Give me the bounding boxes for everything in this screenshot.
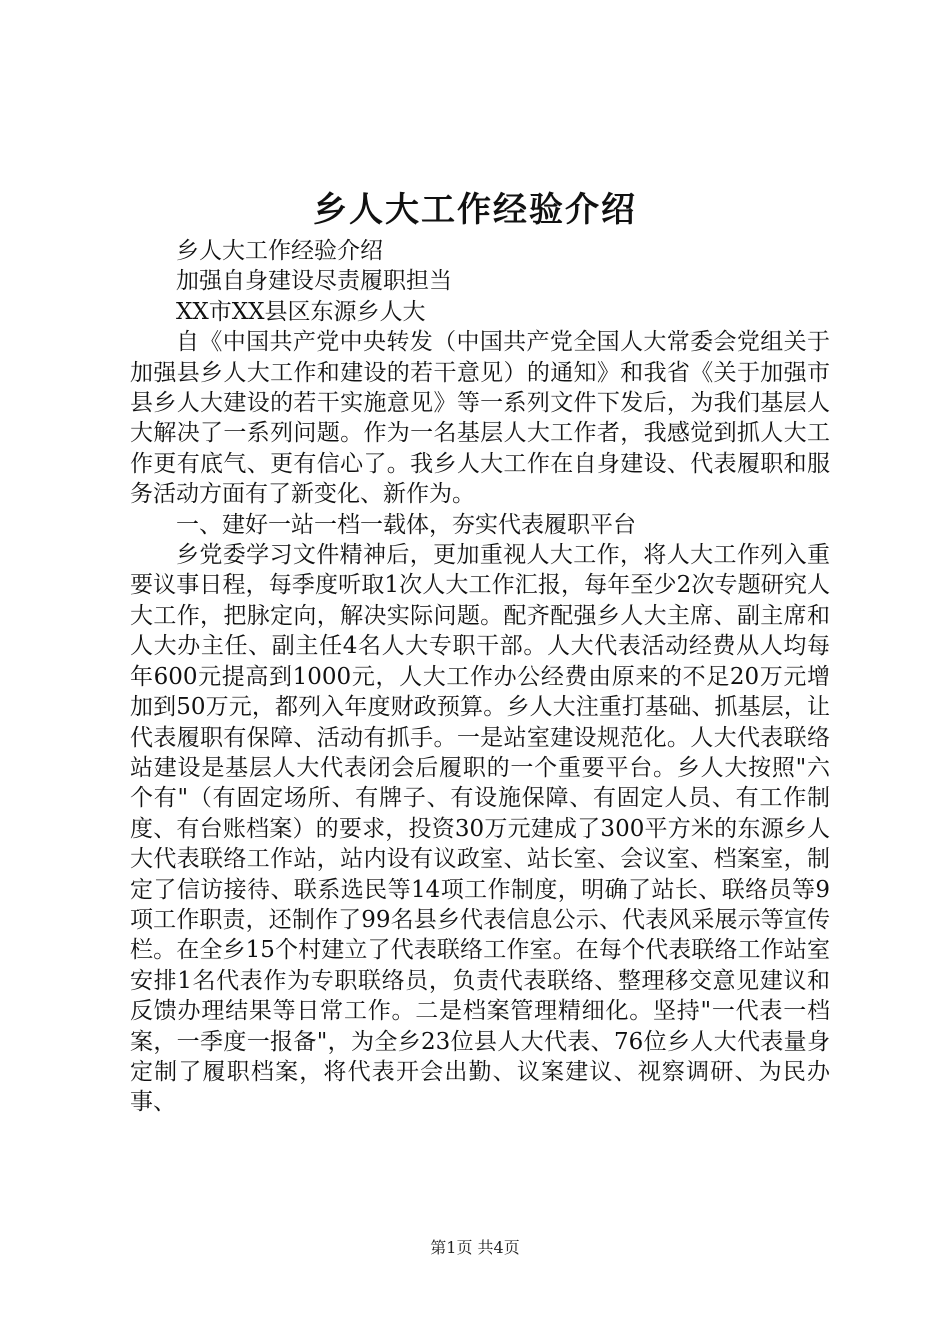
subtitle-paragraph: 乡人大工作经验介绍 (176, 238, 383, 264)
intro-paragraph: 自《中国共产党中央转发（中国共产党全国人大常委会党组关于加强县乡人大工作和建设的若干意见）的通知》和我省《关于加强市县乡人大建设的若干实施意见》等一系列文件下发后，为我们基层人大解决了一系列问题。作为一名基层人大工作者，我感觉到抓人大工作更有底气、更有信心了。我乡人大工作在自身建设、代表履职和服务活动方面有了新变化、新作为。 (130, 329, 830, 508)
document-title: 乡人大工作经验介绍 (313, 190, 637, 230)
author-paragraph: XX市XX县区东源乡人大 (176, 298, 426, 325)
page-footer: 第1页 共4页 (430, 1238, 520, 1257)
section-heading: 一、建好一站一档一载体，夯实代表履职平台 (176, 511, 636, 538)
theme-paragraph: 加强自身建设尽责履职担当 (176, 268, 452, 295)
document-body (130, 236, 830, 1118)
section-paragraph: 乡党委学习文件精神后，更加重视人大工作，将人大工作列入重要议事日程，每季度听取1次人大工作汇报，每年至少2次专题研究人大工作，把脉定向，解决实际问题。配齐配强乡人大主席、副主席和人大办主任、副主任4名人大专职干部。人大代表活动经费从人均每年600元提高到1000元，人大工作办公经费由原来的不足20万元增加到50万元，都列入年度财政预算。乡人大注重打基础、抓基层，让代表履职有保障、活动有抓手。一是站室建设规范化。人大代表联络站建设是基层人大代表闭会后履职的一个重要平台。乡人大按照"六个有"（有固定场所、有牌子、有设施保障、有固定人员、有工作制度、有台账档案）的要求，投资30万元建成了300平方米的东源乡人大代表联络工作站，站内设有议政室、站长室、会议室、档案室，制定了信访接待、联系选民等14项工作制度，明确了站长、联络员等9项工作职责，还制作了99名县乡代表信息公示、代表风采展示等宣传栏。在全乡15个村建立了代表联络工作室。在每个代表联络工作站室安排1名代表作为专职联络员，负责代表联络、整理移交意见建议和反馈办理结果等日常工作。二是档案管理精细化。坚持"一代表一档案，一季度一报备"，为全乡23位县人大代表、76位乡人大代表量身定制了履职档案，将代表开会出勤、议案建议、视察调研、为民办事、 (130, 542, 830, 1116)
